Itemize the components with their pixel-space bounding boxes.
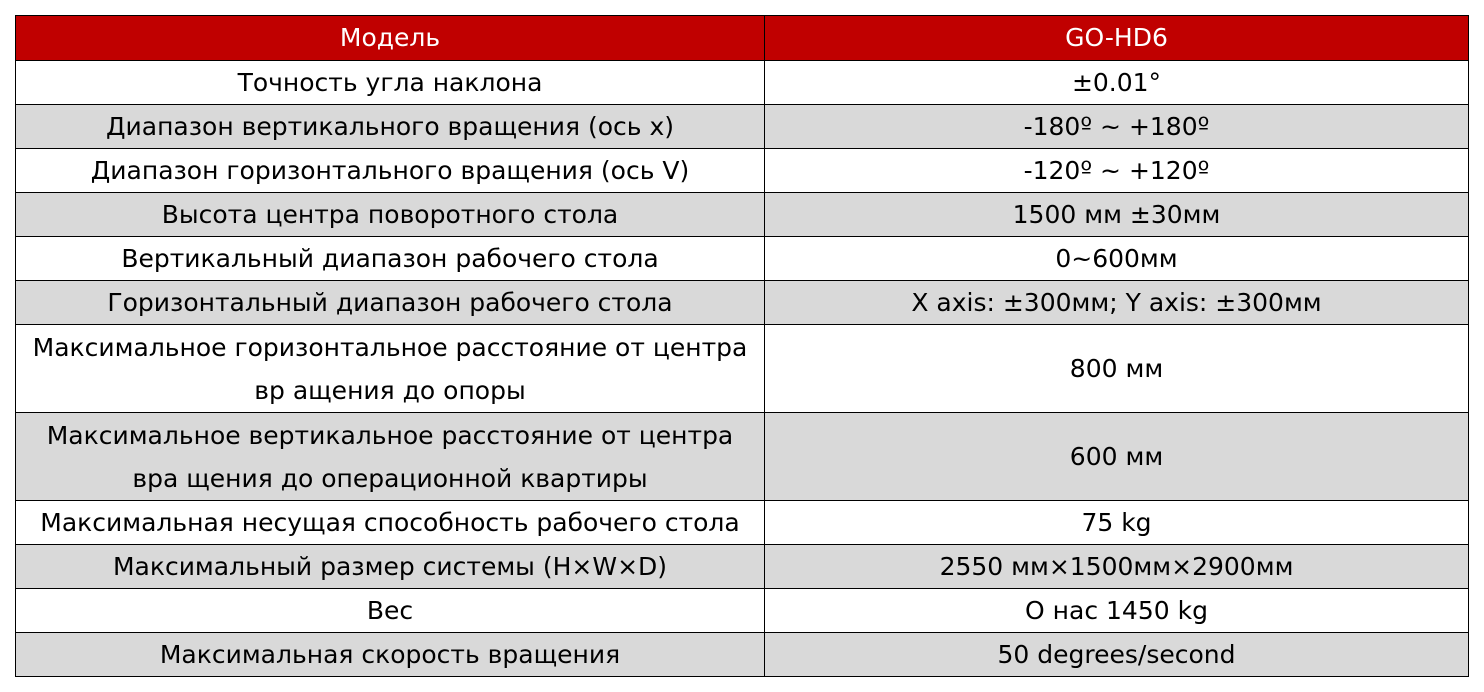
- row-label: Вертикальный диапазон рабочего стола: [16, 237, 765, 281]
- row-label: Вес: [16, 589, 765, 633]
- row-value: О нас 1450 kg: [765, 589, 1469, 633]
- row-value: -120º ~ +120º: [765, 149, 1469, 193]
- row-value: X axis: ±300мм; Y axis: ±300мм: [765, 281, 1469, 325]
- row-label: Диапазон вертикального вращения (ось x): [16, 105, 765, 149]
- table-row: [16, 325, 1469, 413]
- table-row: [16, 281, 1469, 325]
- table-row: [16, 237, 1469, 281]
- row-label: Максимальное горизонтальное расстояние от центра вр ащения до опоры: [16, 325, 765, 413]
- header-model-label: Модель: [16, 16, 765, 61]
- spec-table: [15, 15, 1469, 677]
- row-label: Максимальный размер системы (H×W×D): [16, 545, 765, 589]
- row-value: 0~600мм: [765, 237, 1469, 281]
- table-row: [16, 61, 1469, 105]
- row-label: Диапазон горизонтального вращения (ось V): [16, 149, 765, 193]
- table-row: [16, 501, 1469, 545]
- row-value: 50 degrees/second: [765, 633, 1469, 677]
- table-row: [16, 149, 1469, 193]
- row-value: 75 kg: [765, 501, 1469, 545]
- table-header-row: [16, 16, 1469, 61]
- table-row: [16, 589, 1469, 633]
- row-label: Точность угла наклона: [16, 61, 765, 105]
- row-value: ±0.01°: [765, 61, 1469, 105]
- row-label: Максимальное вертикальное расстояние от центра вра щения до операционной квартиры: [16, 413, 765, 501]
- table-row: [16, 545, 1469, 589]
- row-value: 1500 мм ±30мм: [765, 193, 1469, 237]
- row-value: 600 мм: [765, 413, 1469, 501]
- row-value: 2550 мм×1500мм×2900мм: [765, 545, 1469, 589]
- table-row: [16, 193, 1469, 237]
- table-row: [16, 633, 1469, 677]
- row-label: Горизонтальный диапазон рабочего стола: [16, 281, 765, 325]
- row-label: Максимальная скорость вращения: [16, 633, 765, 677]
- row-label: Высота центра поворотного стола: [16, 193, 765, 237]
- header-model-value: GO-HD6: [765, 16, 1469, 61]
- row-value: 800 мм: [765, 325, 1469, 413]
- table-row: [16, 413, 1469, 501]
- row-label: Максимальная несущая способность рабочего стола: [16, 501, 765, 545]
- table-row: [16, 105, 1469, 149]
- row-value: -180º ~ +180º: [765, 105, 1469, 149]
